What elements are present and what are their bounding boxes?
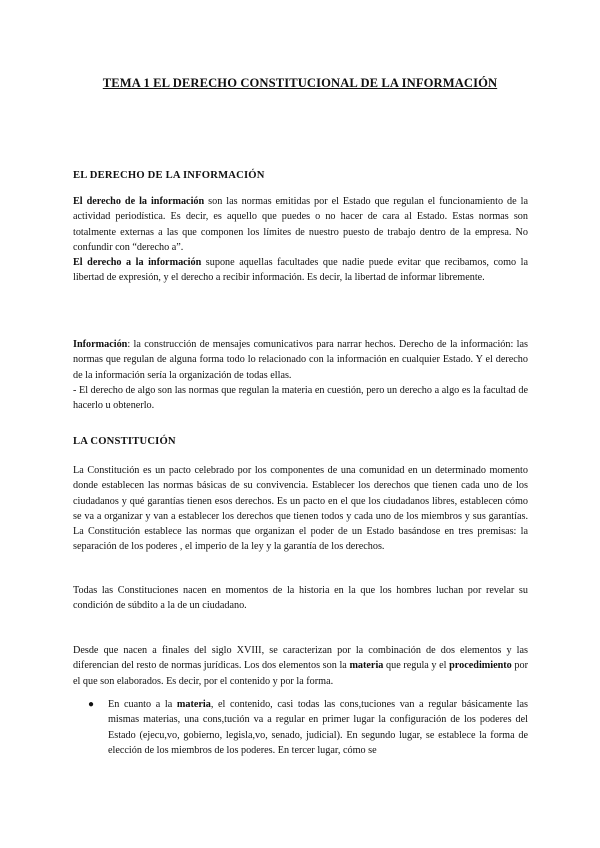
term-derecho-de: El derecho de la información <box>73 196 205 207</box>
list-item <box>88 697 528 758</box>
section-heading-constitucion: LA CONSTITUCIÓN <box>73 436 176 447</box>
paragraph-derecho-de-la-informacion <box>73 194 528 286</box>
paragraph-informacion <box>73 337 528 413</box>
paragraph-text: Desde que nacen a finales del siglo XVIII, se caracterizan por la combinación de dos elementos y las diferencian del resto de normas jurídicas. Los dos elementos son la <box>73 645 528 672</box>
paragraph-text: , el contenido, casi todas las cons,tuciones van a regular básicamente las mismas materias, una cons,tución va a regular en primer lugar la configuración de los poderes del Estado (ejecu,vo, gobierno, legisla,vo, senado, judicial). En segundo lugar, se establece la forma de elección de los miembros de los poderes. En tercer lugar, cómo se <box>108 699 528 756</box>
document-title: TEMA 1 EL DERECHO CONSTITUCIONAL DE LA INFORMACIÓN <box>102 76 498 90</box>
paragraph-text: En cuanto a la <box>108 699 177 710</box>
term-materia: materia <box>349 660 384 672</box>
term-informacion: Información <box>73 339 128 350</box>
paragraph-text: : la construcción de mensajes comunicativos para narrar hechos. Derecho de la información: las normas que regulan de alguna forma todo lo relacionado con la información en cualquier Estado. Y el derecho de la información sería la organización de todas ellas. <box>73 339 528 381</box>
paragraph-text: - El derecho de algo son las normas que regulan la materia en cuestión, pero un derecho a algo es la facultad de hacerlo u obtenerlo. <box>73 384 528 412</box>
paragraph-text: por el que son elaborados. Es decir, por el contenido y por la forma. <box>73 660 528 687</box>
term-materia: materia <box>176 699 211 710</box>
paragraph-text: que regula y el <box>383 660 450 672</box>
term-procedimiento: procedimiento <box>449 660 512 672</box>
paragraph-constituciones-historia: Todas las Constituciones nacen en momentos de la historia en la que los hombres luchan por revelar su condición de súbdito a la de un ciudadano. <box>73 585 528 612</box>
term-derecho-a: El derecho a la información <box>73 257 202 269</box>
list-item-text <box>108 697 528 758</box>
paragraph-text: supone aquellas facultades que nadie puede evitar que recibamos, como la libertad de expresión, y el derecho a recibir información. Es decir, la libertad de informar libremente. <box>73 257 528 284</box>
paragraph-constitucion-definicion: La Constitución es un pacto celebrado por los componentes de una comunidad en un determinado momento donde establecen las normas básicas de su convivencia. Establecer los derechos que tienen cada uno de los ciudadanos y qué garantías tienen esos derechos. Es un pacto en el que los ciudadanos libres, establecen cómo se va a organizar y van a establecer los derechos que tienen todos y cada uno de los miembros y sus garantías. La Constitución establece las normas que organizan el poder de un Estado basándose en tres premisas: la separación de los poderes , el imperio de la ley y la garantía de los derechos. <box>73 465 528 553</box>
paragraph-text: son las normas emitidas por el Estado que regulan el funcionamiento de la actividad periodística. Es decir, es aquello que puedes o no hacer de cara al Estado. Estas normas son totalmente externas a las que componen los límites de nuestro puesto de trabajo dentro de la empresa. No confundir con “derecho a”. <box>73 196 528 253</box>
bullet-icon: ● <box>88 699 95 710</box>
paragraph-elementos <box>73 643 528 689</box>
section-heading-derecho-informacion: EL DERECHO DE LA INFORMACIÓN <box>73 170 265 181</box>
